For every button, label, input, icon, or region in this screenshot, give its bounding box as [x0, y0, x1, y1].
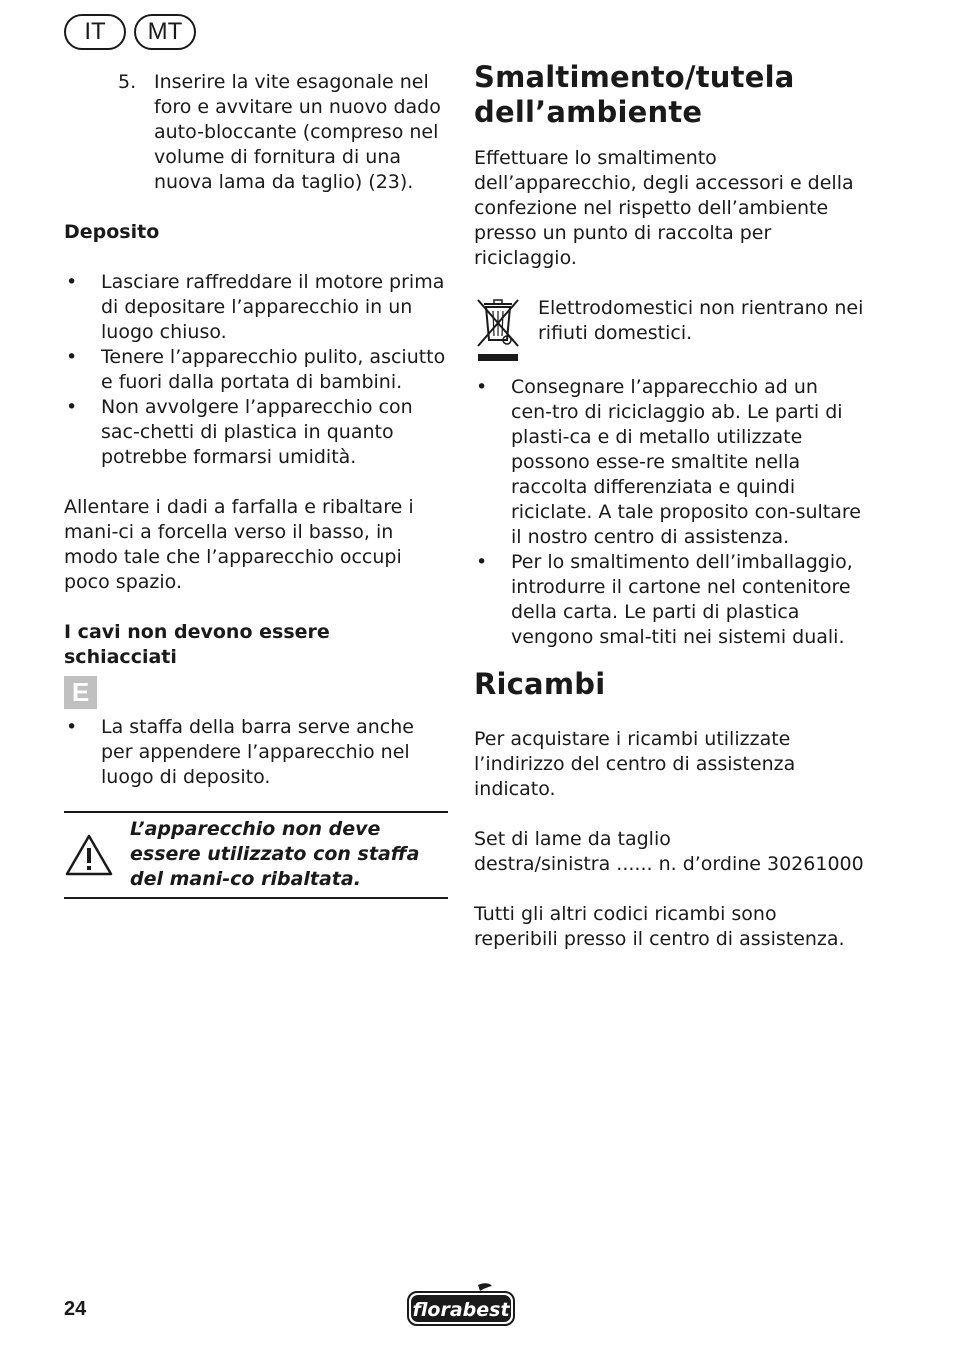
spares-outro: Tutti gli altri codici ricambi sono reperibili presso il centro di assistenza.	[474, 903, 845, 950]
list-item	[64, 395, 448, 470]
list-item-text: Consegnare l’apparecchio ad un cen-tro di riciclaggio ab. Le parti di plasti-ca e di metallo utilizzate possono esse-re smaltite nella raccolta differenziata e quindi riciclate. A tale proposito con-sultare il nostro centro di assistenza.	[511, 376, 861, 548]
bullet-icon: •	[66, 271, 78, 293]
deposito-list	[64, 270, 448, 470]
bullet-icon: •	[476, 376, 488, 398]
figure-letter-badge: E	[64, 676, 97, 709]
weee-notice	[474, 296, 864, 369]
cables-heading: I cavi non devono essere schiacciati	[64, 621, 330, 668]
florabest-logo	[406, 1282, 518, 1332]
list-item-text: Lasciare raffreddare il motore prima di depositare l’apparecchio in un luogo chiuso.	[101, 271, 445, 343]
right-column	[474, 60, 864, 952]
list-item	[64, 715, 448, 790]
bullet-icon: •	[66, 716, 78, 738]
disposal-list	[474, 375, 864, 650]
list-item-text: Per lo smaltimento dell’imballaggio, introdurre il cartone nel contenitore della carta. Le parti di plastica vengono smal-titi nei sistemi duali.	[511, 551, 853, 648]
bullet-icon: •	[66, 396, 78, 418]
language-badges	[64, 14, 196, 50]
deposito-heading: Deposito	[64, 221, 160, 243]
weee-text: Elettrodomestici non rientrano nei rifiuti domestici.	[538, 297, 864, 344]
list-item-text: Non avvolgere l’apparecchio con sac-chetti di plastica in quanto potrebbe formarsi umidità.	[101, 396, 413, 468]
step-number: 5.	[118, 71, 137, 93]
spares-item-line1: Set di lame da taglio	[474, 828, 671, 850]
logo-text: florabest	[412, 1299, 510, 1321]
warning-box	[64, 811, 448, 899]
bullet-icon: •	[476, 551, 488, 573]
list-item-text: Tenere l’apparecchio pulito, asciutto e fuori dalla portata di bambini.	[101, 346, 446, 393]
left-column	[64, 70, 448, 899]
disposal-title: Smaltimento/tutela dell’ambiente	[474, 60, 795, 129]
spares-title: Ricambi	[474, 667, 606, 701]
crossed-bin-icon	[474, 296, 538, 369]
numbered-step	[64, 70, 448, 195]
cables-list	[64, 715, 448, 790]
list-item	[474, 550, 864, 650]
spares-item-line2: destra/sinistra ...... n. d’ordine 30261000	[474, 853, 864, 875]
list-item	[474, 375, 864, 550]
disposal-intro: Effettuare lo smaltimento dell’apparecchio, degli accessori e della confezione nel rispetto dell’ambiente presso un punto di raccolta per riciclaggio.	[474, 147, 854, 269]
warning-text: L’apparecchio non deve essere utilizzato con staffa del mani-co ribaltata.	[130, 818, 420, 890]
list-item	[64, 270, 448, 345]
warning-triangle-icon	[64, 817, 130, 892]
language-badge-it: IT	[64, 14, 126, 50]
list-item-text: La staffa della barra serve anche per appendere l’apparecchio nel luogo di deposito.	[101, 716, 414, 788]
storage-paragraph: Allentare i dadi a farfalla e ribaltare i mani-ci a forcella verso il basso, in modo tale che l’apparecchio occupi poco spazio.	[64, 496, 414, 593]
language-badge-mt: MT	[134, 14, 196, 50]
page-number: 24	[64, 1298, 87, 1320]
step-text: Inserire la vite esagonale nel foro e avvitare un nuovo dado auto-bloccante (compreso nel volume di fornitura di una nuova lama da taglio) (23).	[154, 71, 441, 193]
list-item	[64, 345, 448, 395]
spares-intro: Per acquistare i ricambi utilizzate l’indirizzo del centro di assistenza indicato.	[474, 728, 796, 800]
bullet-icon: •	[66, 346, 78, 368]
